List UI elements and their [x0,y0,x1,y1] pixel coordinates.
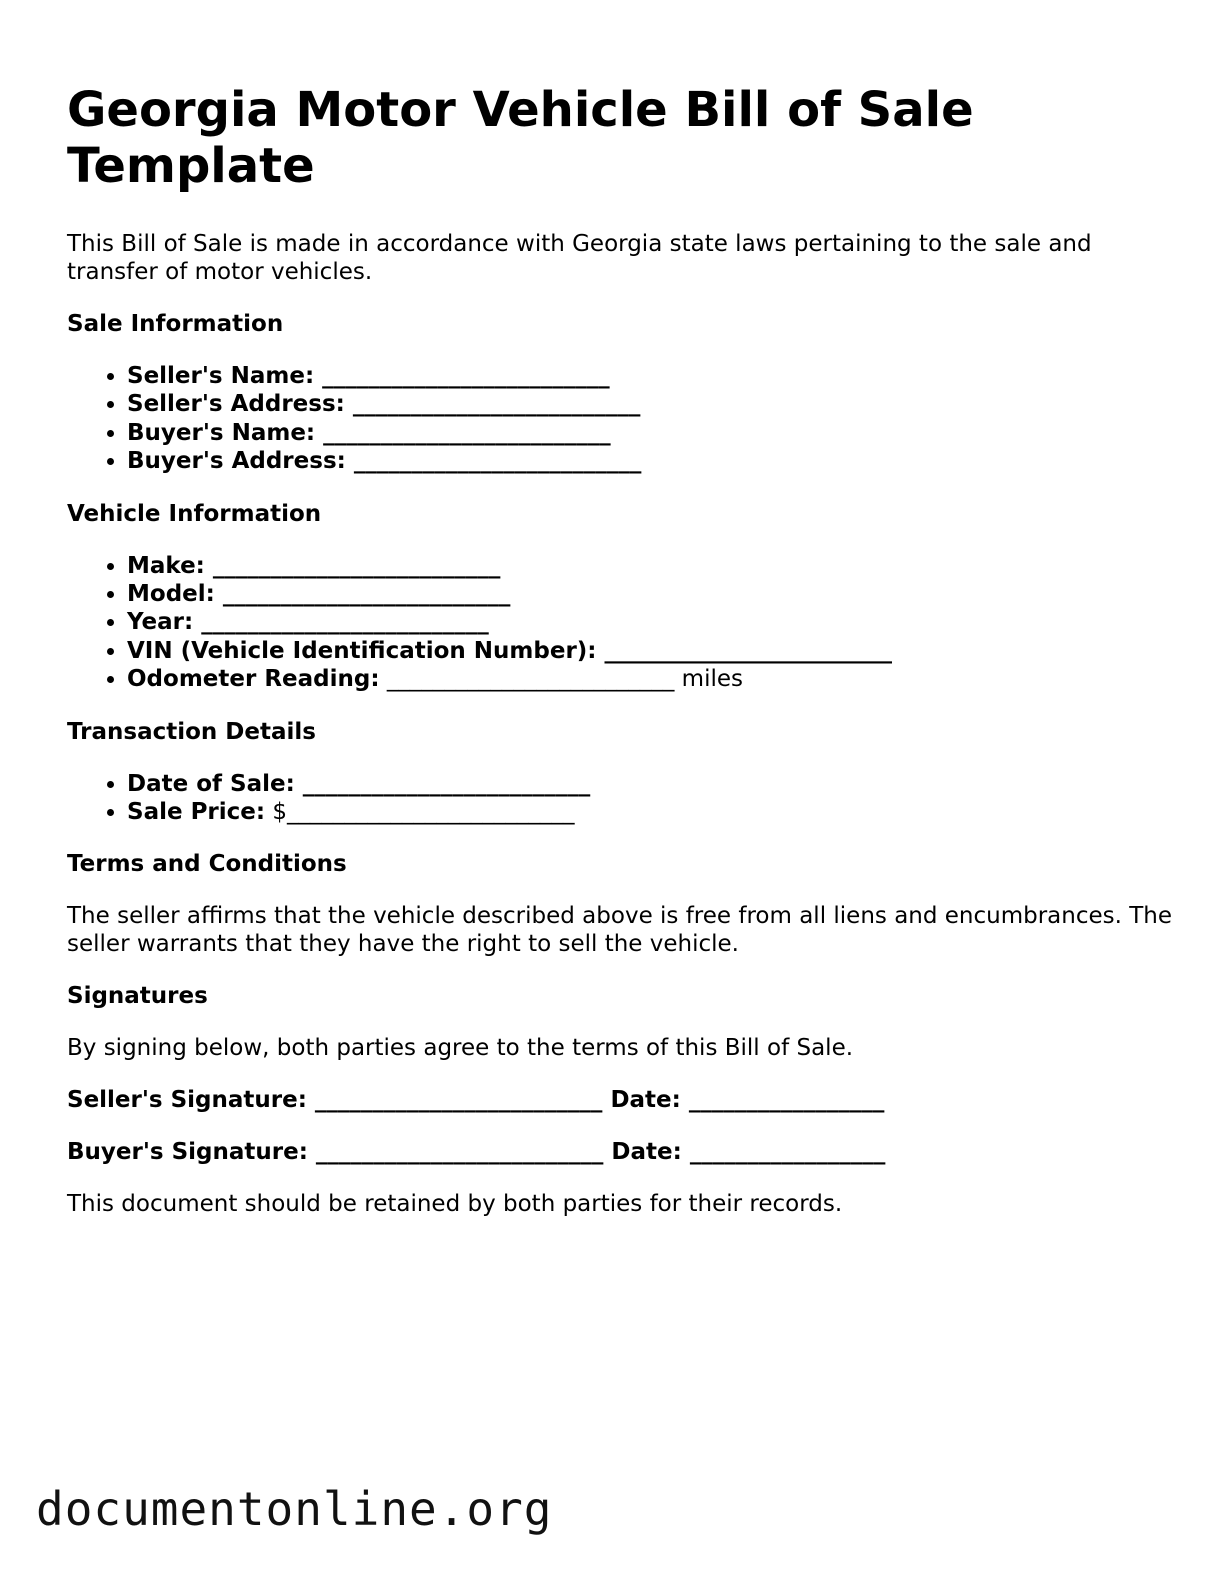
document-title: Georgia Motor Vehicle Bill of Sale Template [67,82,974,194]
field-label: Seller's Name: [127,363,315,389]
field-blank: _________________________ [315,419,611,446]
list-item [127,419,1177,447]
list-item [127,770,1177,798]
list-item [127,447,1177,475]
field-blank: $_________________________ [265,799,575,826]
field-blank: _________________________ [294,770,591,797]
field-blank: _________________________ [344,391,641,418]
list-item [127,665,1177,693]
signatures-paragraph: By signing below, both parties agree to the terms of this Bill of Sale. [67,1035,854,1062]
field-label: Seller's Address: [127,391,345,418]
list-item [127,580,1177,608]
field-blank: _________________________ [214,581,511,608]
watermark: documentonline.org [36,1482,553,1536]
field-label: Buyer's Name: [127,419,316,446]
field-blank: _________________________ [193,609,489,636]
field-label: Make: [127,552,205,579]
terms-paragraph: The seller affirms that the vehicle described above is free from all liens and encumbrances. The seller warrants that they have the right to sell the vehicle. [67,903,1173,958]
seller-signature-line: Seller's Signature: _________________________ Date: _________________ [67,1087,885,1114]
list-item [127,798,1177,826]
sale-information-list [67,362,1177,476]
list-item [127,608,1177,636]
field-label: Model: [127,581,215,608]
field-blank: _________________________ miles [379,666,743,693]
field-blank: _________________________ [204,552,501,579]
terms-heading: Terms and Conditions [67,851,347,878]
vehicle-information-list [67,552,1177,694]
document-page [67,82,1177,1242]
field-label: VIN (Vehicle Identification Number): [127,637,597,664]
field-blank: _________________________ [345,448,642,475]
buyer-signature-line: Buyer's Signature: _________________________ Date: _________________ [67,1139,886,1166]
sale-information-heading: Sale Information [67,311,284,337]
list-item [127,362,1177,390]
list-item [127,637,1177,665]
signatures-heading: Signatures [67,983,208,1010]
field-label: Date of Sale: [127,770,295,797]
field-label: Year: [127,609,194,636]
intro-paragraph: This Bill of Sale is made in accordance with Georgia state laws pertaining to the sale and transfer of motor vehicles. [67,231,1092,285]
footer-note: This document should be retained by both parties for their records. [67,1191,843,1218]
transaction-details-list [67,770,1177,827]
field-label: Odometer Reading: [127,666,380,693]
list-item [127,552,1177,580]
field-label: Sale Price: [127,799,266,826]
field-blank: _________________________ [314,363,610,389]
field-blank: _________________________ [596,637,893,664]
vehicle-information-heading: Vehicle Information [67,500,322,527]
list-item [127,390,1177,418]
field-label: Buyer's Address: [127,448,346,475]
transaction-details-heading: Transaction Details [67,718,316,745]
